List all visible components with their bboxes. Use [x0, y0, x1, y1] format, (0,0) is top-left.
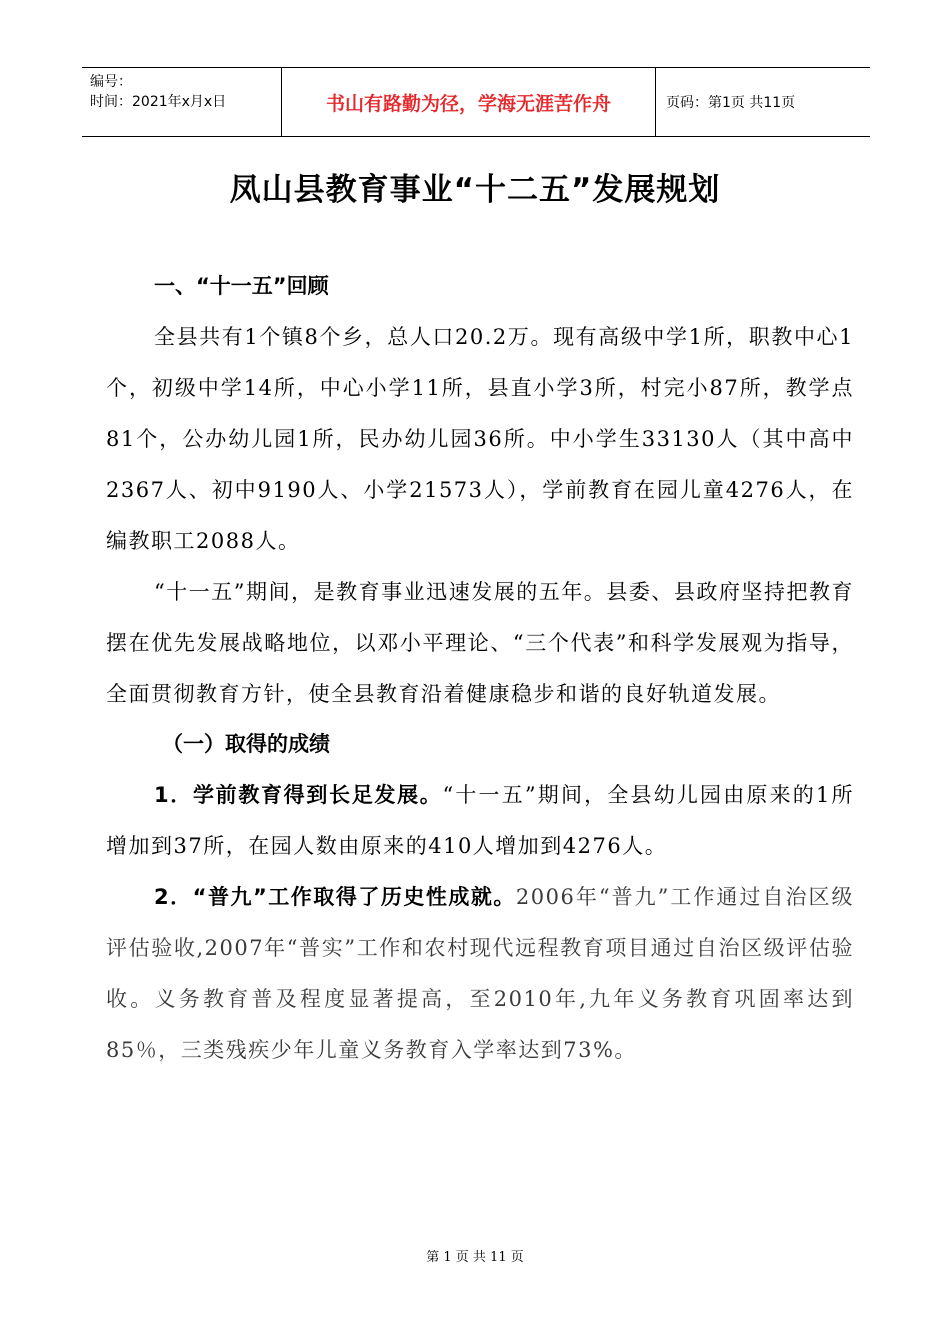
item-2-lead: 2．“普九”工作取得了历史性成就。 [154, 885, 516, 909]
item-2-text: 2006年“普九”工作通过自治区级评估验收,2007年“普实”工作和农村现代远程教育项目通过自治区级评估验收。义务教育普及程度显著提高，至2010年,九年义务教育巩固率达到85％，三类残疾少年儿童义务教育入学率达到73%。 [106, 885, 854, 1062]
header-page-info: 页码：第1页 共11页 [666, 95, 796, 111]
header-meta-cell [82, 68, 282, 136]
section-heading: 一、“十一五”回顾 [154, 274, 329, 298]
subsection-heading: （一）取得的成绩 [162, 732, 330, 756]
paragraph-item-1 [106, 770, 854, 872]
paragraph-summary: “十一五”期间，是教育事业迅速发展的五年。县委、县政府坚持把教育摆在优先发展战略地位，以邓小平理论、“三个代表”和科学发展观为指导，全面贯彻教育方针，使全县教育沿着健康稳步和谐的良好轨道发展。 [106, 580, 854, 706]
paragraph-item-2 [106, 872, 854, 1076]
number-label: 编号： [90, 74, 132, 90]
item-1-lead: 1．学前教育得到长足发展。 [154, 783, 443, 807]
page-header [82, 67, 870, 137]
header-motto: 书山有路勤为径，学海无涯苦作舟 [282, 68, 656, 136]
time-label: 时间：2021年x月x日 [90, 94, 227, 110]
page-footer: 第 1 页 共 11 页 [426, 1250, 524, 1265]
document-body [106, 266, 854, 1076]
item-1-text: “十一五”期间，全县幼儿园由原来的1所增加到37所，在园人数由原来的410人增加到4276人。 [106, 783, 854, 858]
paragraph-overview: 全县共有1个镇8个乡，总人口20.2万。现有高级中学1所，职教中心1个，初级中学14所，中心小学11所，县直小学3所，村完小87所，教学点81个，公办幼儿园1所，民办幼儿园36所。中小学生33130人（其中高中2367人、初中9190人、小学21573人），学前教育在园儿童4276人，在编教职工2088人。 [106, 325, 854, 553]
document-title: 凤山县教育事业“十二五”发展规划 [229, 172, 721, 208]
